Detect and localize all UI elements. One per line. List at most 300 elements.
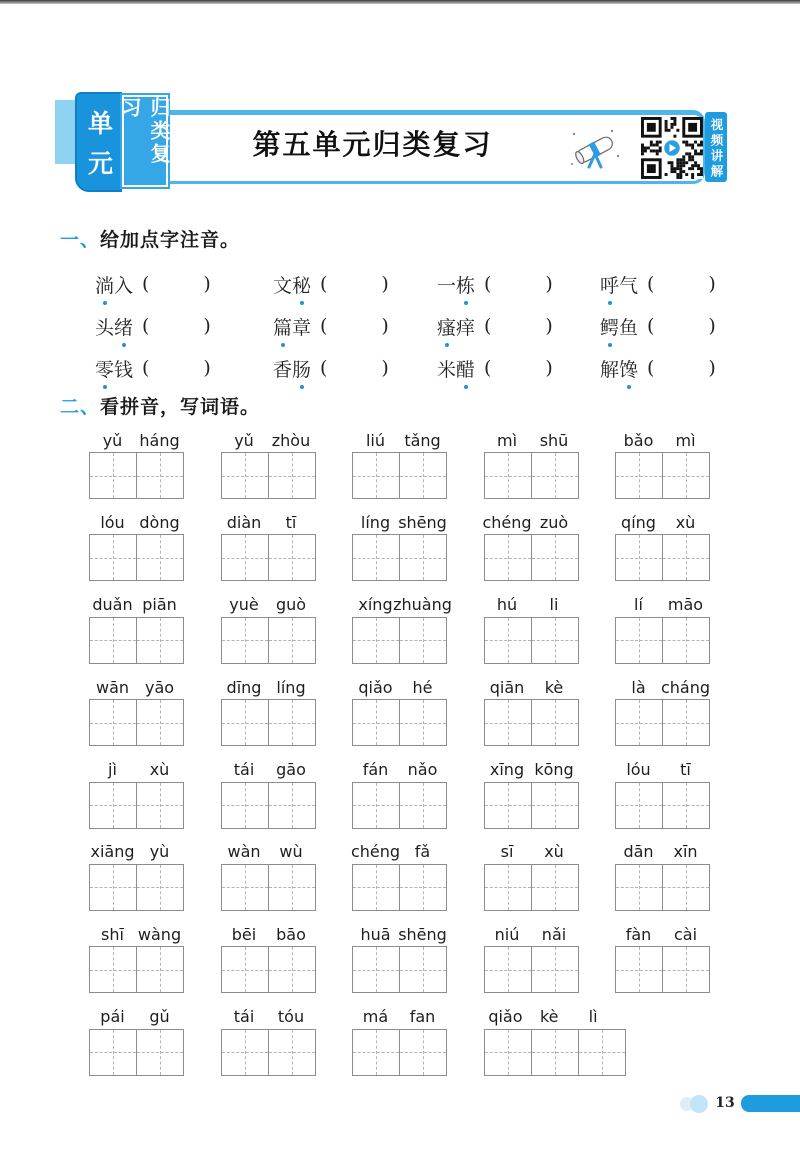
writing-box-group[interactable] (615, 617, 710, 664)
page-top-edge (0, 0, 800, 4)
dotted-char: 秘 (292, 271, 311, 298)
writing-box-group[interactable] (221, 1029, 316, 1076)
pinyin-line (352, 593, 484, 617)
writing-cell[interactable] (222, 865, 268, 910)
pinyin-line (221, 675, 353, 699)
writing-cell[interactable] (353, 700, 399, 745)
paren-close: ) (708, 273, 716, 295)
writing-cell[interactable] (578, 1030, 625, 1075)
writing-cell[interactable] (222, 1030, 268, 1075)
writing-box-group[interactable] (615, 864, 710, 911)
qr-module (673, 167, 676, 170)
dotted-char: 瘙 (437, 313, 456, 340)
writing-cell[interactable] (662, 865, 709, 910)
char: 文 (273, 274, 293, 297)
writing-box-group[interactable] (352, 452, 447, 499)
qr-module (668, 129, 671, 132)
pinyin-syllable: kè (539, 1007, 559, 1027)
writing-box-group[interactable] (89, 782, 184, 829)
writing-box-group[interactable] (352, 782, 447, 829)
pinyin-syllable: shī (101, 924, 124, 944)
pinyin-word (352, 428, 484, 510)
qr-module (700, 152, 703, 155)
dotted-char: 淌 (95, 271, 114, 298)
answer-blank[interactable] (491, 272, 545, 296)
qr-module (673, 135, 676, 138)
pinyin-line (484, 840, 616, 864)
qr-module (641, 144, 644, 147)
answer-blank[interactable] (327, 314, 381, 338)
writing-cell[interactable] (353, 535, 399, 580)
pinyin-syllable: guò (275, 595, 307, 615)
char: 鱼 (619, 316, 639, 339)
writing-box-group[interactable] (352, 1029, 447, 1076)
pinyin-syllable: tī (285, 512, 297, 532)
writing-cell[interactable] (485, 453, 531, 498)
writing-cell[interactable] (353, 865, 399, 910)
writing-box-group[interactable] (484, 946, 579, 993)
pinyin-syllable: yǔ (234, 430, 254, 450)
word-item (95, 312, 273, 340)
pinyin-word (484, 758, 616, 840)
qr-module (656, 152, 659, 155)
writing-box-group[interactable] (615, 534, 710, 581)
pinyin-line (615, 428, 747, 452)
writing-cell[interactable] (399, 700, 446, 745)
qr-module (697, 144, 700, 147)
writing-cell[interactable] (662, 535, 709, 580)
pinyin-word (484, 675, 616, 757)
pinyin-syllable: líng (276, 677, 306, 697)
writing-cell[interactable] (136, 618, 183, 663)
pinyin-syllable: qiǎo (488, 1007, 523, 1027)
word-item (437, 354, 600, 382)
writing-box-group[interactable] (89, 699, 184, 746)
pinyin-syllable: tái (233, 760, 255, 780)
writing-box-group[interactable] (484, 452, 579, 499)
writing-cell[interactable] (399, 1030, 446, 1075)
paren-close: ) (708, 357, 716, 379)
pinyin-line (89, 428, 221, 452)
pinyin-syllable: qiān (489, 677, 525, 697)
writing-cell[interactable] (222, 700, 268, 745)
writing-cell[interactable] (616, 700, 662, 745)
paren-close: ) (381, 357, 389, 379)
writing-box-group[interactable] (484, 1029, 626, 1076)
qr-module (694, 164, 697, 167)
paren-open: ( (142, 273, 150, 295)
pinyin-word (615, 922, 747, 1004)
qr-module (656, 144, 659, 147)
writing-cell[interactable] (485, 618, 531, 663)
pinyin-line (484, 428, 616, 452)
pinyin-syllable: xù (149, 760, 170, 780)
pinyin-word (221, 675, 353, 757)
writing-cell[interactable] (268, 865, 315, 910)
answer-blank[interactable] (149, 272, 203, 296)
section-1-instruction: 给加点字注音。 (100, 229, 241, 251)
qr-module (691, 176, 694, 179)
pinyin-syllable: mì (675, 430, 696, 450)
writing-box-group[interactable] (221, 617, 316, 664)
answer-blank[interactable] (491, 314, 545, 338)
writing-cell[interactable] (616, 453, 662, 498)
qr-module (691, 147, 694, 150)
pinyin-line (221, 758, 353, 782)
qr-module (679, 170, 682, 173)
writing-cell[interactable] (222, 783, 268, 828)
pinyin-syllable: tái (233, 1007, 255, 1027)
writing-cell[interactable] (136, 865, 183, 910)
pinyin-word (221, 510, 353, 592)
pinyin-syllable: háng (139, 430, 180, 450)
pinyin-word (221, 922, 353, 1004)
writing-cell[interactable] (136, 947, 183, 992)
writing-cell[interactable] (268, 1030, 315, 1075)
qr-module (691, 144, 694, 147)
writing-box-group[interactable] (352, 617, 447, 664)
pinyin-syllable: huā (360, 924, 391, 944)
answer-blank[interactable] (654, 272, 708, 296)
writing-cell[interactable] (353, 1030, 399, 1075)
pinyin-syllable: li (549, 595, 559, 615)
answer-blank[interactable] (149, 314, 203, 338)
qr-module (641, 147, 644, 150)
writing-cell[interactable] (268, 618, 315, 663)
writing-box-group[interactable] (352, 534, 447, 581)
answer-blank[interactable] (654, 314, 708, 338)
writing-cell[interactable] (222, 618, 268, 663)
writing-cell[interactable] (485, 1030, 531, 1075)
char: 钱 (114, 358, 134, 381)
answer-blank[interactable] (491, 356, 545, 380)
writing-cell[interactable] (399, 865, 446, 910)
qr-module (671, 167, 674, 170)
review-tag (118, 95, 171, 187)
pinyin-syllable: dān (623, 842, 654, 862)
writing-cell[interactable] (616, 535, 662, 580)
paren-open: ( (647, 357, 655, 379)
writing-cell[interactable] (662, 783, 709, 828)
qr-module (682, 155, 685, 158)
qr-module (676, 161, 679, 164)
pinyin-line (615, 922, 747, 946)
pinyin-syllable: shēng (398, 924, 447, 944)
char: 痒 (456, 316, 476, 339)
writing-box-group[interactable] (484, 782, 579, 829)
writing-cell[interactable] (353, 618, 399, 663)
pinyin-line (352, 922, 484, 946)
paren-close: ) (545, 273, 553, 295)
pinyin-word (615, 675, 747, 757)
pinyin-syllable: liú (365, 430, 386, 450)
tab-bar (741, 1095, 800, 1112)
qr-module (685, 141, 688, 144)
writing-cell[interactable] (662, 947, 709, 992)
qr-module (673, 120, 676, 123)
paren-open: ( (320, 357, 328, 379)
writing-cell[interactable] (90, 700, 136, 745)
writing-cell[interactable] (399, 535, 446, 580)
writing-box-group[interactable] (89, 452, 184, 499)
pinyin-syllable: gǔ (149, 1007, 170, 1027)
writing-cell[interactable] (268, 947, 315, 992)
qr-module (694, 149, 697, 152)
qr-module (679, 173, 682, 176)
writing-cell[interactable] (531, 947, 578, 992)
qr-module (650, 149, 653, 152)
pinyin-syllable: wàng (137, 924, 182, 944)
writing-cell[interactable] (616, 865, 662, 910)
pinyin-line (221, 428, 353, 452)
writing-cell[interactable] (136, 1030, 183, 1075)
writing-cell[interactable] (485, 535, 531, 580)
pinyin-word-grid (89, 428, 747, 1087)
writing-cell[interactable] (136, 700, 183, 745)
writing-cell[interactable] (90, 453, 136, 498)
paren-close: ) (203, 315, 211, 337)
writing-box-group[interactable] (221, 782, 316, 829)
writing-cell[interactable] (222, 947, 268, 992)
paren-open: ( (484, 273, 492, 295)
pinyin-syllable: lóu (100, 512, 125, 532)
pinyin-line (484, 510, 616, 534)
writing-box-group[interactable] (484, 617, 579, 664)
writing-cell[interactable] (399, 947, 446, 992)
writing-box-group[interactable] (615, 452, 710, 499)
pinyin-syllable: xīng (489, 760, 525, 780)
writing-cell[interactable] (399, 453, 446, 498)
qr-finder-top-right (682, 117, 703, 138)
word-item (95, 354, 273, 382)
writing-cell[interactable] (531, 783, 578, 828)
pinyin-syllable: wàn (227, 842, 261, 862)
writing-cell[interactable] (268, 535, 315, 580)
qr-module (682, 164, 685, 167)
qr-module (644, 147, 647, 150)
pinyin-word (221, 1005, 353, 1087)
pinyin-syllable: fǎ (414, 842, 431, 862)
word-item (437, 312, 600, 340)
writing-box-group[interactable] (221, 534, 316, 581)
pinyin-syllable: bāo (276, 924, 306, 944)
pinyin-word (221, 758, 353, 840)
pinyin-word (221, 840, 353, 922)
qr-module (653, 144, 656, 147)
answer-blank[interactable] (149, 356, 203, 380)
qr-code-icon (641, 117, 703, 179)
qr-module (673, 123, 676, 126)
paren-open: ( (142, 357, 150, 379)
writing-cell[interactable] (531, 1030, 578, 1075)
writing-cell[interactable] (136, 453, 183, 498)
pinyin-syllable: wān (95, 677, 130, 697)
pinyin-line (89, 510, 221, 534)
writing-cell[interactable] (268, 783, 315, 828)
pinyin-syllable: chéng (482, 512, 532, 532)
pinyin-syllable: mì (496, 430, 518, 450)
pinyin-syllable: hú (496, 595, 518, 615)
writing-box-group[interactable] (89, 1029, 184, 1076)
pinyin-word (89, 1005, 221, 1087)
qr-module (682, 158, 685, 161)
section-2-instruction: 看拼音，写词语。 (100, 396, 261, 418)
pinyin-word (484, 922, 616, 1004)
writing-cell[interactable] (136, 783, 183, 828)
writing-cell[interactable] (531, 865, 578, 910)
pinyin-word (89, 922, 221, 1004)
pinyin-syllable: shū (539, 430, 569, 450)
pinyin-syllable: jì (108, 760, 117, 780)
pinyin-line (352, 510, 484, 534)
writing-cell[interactable] (616, 783, 662, 828)
pinyin-syllable: bǎo (623, 430, 654, 450)
pinyin-word (615, 840, 747, 922)
writing-cell[interactable] (662, 700, 709, 745)
pinyin-syllable: kōng (534, 760, 574, 780)
qr-module (671, 126, 674, 129)
phonetic-items (95, 270, 720, 396)
qr-module (668, 161, 671, 164)
pinyin-syllable: wù (279, 842, 303, 862)
pinyin-syllable: lì (588, 1007, 598, 1027)
qr-module (641, 152, 644, 155)
writing-box-group[interactable] (484, 534, 579, 581)
section-1-heading (60, 228, 240, 252)
writing-cell[interactable] (485, 865, 531, 910)
pinyin-syllable: cháng (660, 677, 711, 697)
qr-module (688, 158, 691, 161)
writing-cell[interactable] (268, 453, 315, 498)
pinyin-line (352, 1005, 484, 1029)
writing-cell[interactable] (90, 947, 136, 992)
writing-box-group[interactable] (615, 946, 710, 993)
qr-module (685, 173, 688, 176)
pinyin-line (484, 675, 616, 699)
qr-module (700, 173, 703, 176)
writing-box-group[interactable] (221, 864, 316, 911)
writing-box-group[interactable] (484, 864, 579, 911)
paren-close: ) (545, 315, 553, 337)
writing-cell[interactable] (531, 453, 578, 498)
pinyin-line (484, 593, 616, 617)
qr-module (688, 152, 691, 155)
writing-cell[interactable] (90, 865, 136, 910)
writing-cell[interactable] (90, 1030, 136, 1075)
qr-module (676, 129, 679, 132)
pinyin-line (221, 922, 353, 946)
writing-box-group[interactable] (615, 699, 710, 746)
writing-cell[interactable] (485, 947, 531, 992)
writing-box-group[interactable] (89, 946, 184, 993)
qr-module (665, 120, 668, 123)
writing-box-group[interactable] (615, 782, 710, 829)
qr-module (665, 123, 668, 126)
writing-cell[interactable] (222, 535, 268, 580)
paren-open: ( (484, 357, 492, 379)
writing-cell[interactable] (90, 618, 136, 663)
pinyin-line (89, 675, 221, 699)
qr-module (656, 149, 659, 152)
qr-module (650, 141, 653, 144)
pinyin-syllable: qiǎo (358, 677, 393, 697)
pinyin-word (484, 428, 616, 510)
writing-cell[interactable] (485, 700, 531, 745)
writing-box-group[interactable] (89, 534, 184, 581)
writing-box-group[interactable] (484, 699, 579, 746)
qr-module (659, 141, 662, 144)
writing-cell[interactable] (353, 783, 399, 828)
writing-cell[interactable] (399, 618, 446, 663)
qr-module (641, 149, 644, 152)
pinyin-syllable: shēng (398, 512, 447, 532)
qr-module (665, 173, 668, 176)
dotted-char: 栋 (456, 271, 475, 298)
pinyin-word (89, 675, 221, 757)
writing-cell[interactable] (136, 535, 183, 580)
pinyin-syllable: nǎi (541, 924, 567, 944)
writing-cell[interactable] (531, 535, 578, 580)
writing-cell[interactable] (268, 700, 315, 745)
pinyin-line (89, 758, 221, 782)
writing-cell[interactable] (222, 453, 268, 498)
writing-cell[interactable] (353, 453, 399, 498)
writing-cell[interactable] (662, 453, 709, 498)
writing-cell[interactable] (353, 947, 399, 992)
pinyin-syllable: nǎo (407, 760, 438, 780)
word-item (600, 312, 720, 340)
writing-cell[interactable] (662, 618, 709, 663)
writing-box-group[interactable] (352, 946, 447, 993)
qr-module (688, 144, 691, 147)
writing-cell[interactable] (399, 783, 446, 828)
answer-blank[interactable] (327, 356, 381, 380)
writing-cell[interactable] (616, 618, 662, 663)
writing-box-group[interactable] (352, 699, 447, 746)
writing-box-group[interactable] (221, 452, 316, 499)
qr-module (653, 149, 656, 152)
writing-cell[interactable] (485, 783, 531, 828)
answer-blank[interactable] (327, 272, 381, 296)
qr-module (700, 149, 703, 152)
pinyin-syllable: tī (680, 760, 691, 780)
pinyin-line (89, 593, 221, 617)
writing-cell[interactable] (90, 783, 136, 828)
writing-cell[interactable] (90, 535, 136, 580)
qr-module (673, 117, 676, 120)
pinyin-syllable: fan (409, 1007, 436, 1027)
answer-blank[interactable] (654, 356, 708, 380)
qr-module (659, 147, 662, 150)
char: 入 (114, 274, 134, 297)
qr-module (691, 164, 694, 167)
writing-box-group[interactable] (352, 864, 447, 911)
writing-box-group[interactable] (89, 617, 184, 664)
qr-module (676, 158, 679, 161)
pinyin-word (484, 510, 616, 592)
pinyin-word (221, 593, 353, 675)
writing-box-group[interactable] (221, 699, 316, 746)
writing-cell[interactable] (531, 618, 578, 663)
writing-box-group[interactable] (89, 864, 184, 911)
pinyin-syllable: lí (634, 595, 643, 615)
writing-cell[interactable] (616, 947, 662, 992)
qr-finder-bottom-left (641, 158, 662, 179)
qr-module (682, 141, 685, 144)
page-title: 第五单元归类复习 (252, 128, 493, 161)
writing-cell[interactable] (531, 700, 578, 745)
writing-box-group[interactable] (221, 946, 316, 993)
